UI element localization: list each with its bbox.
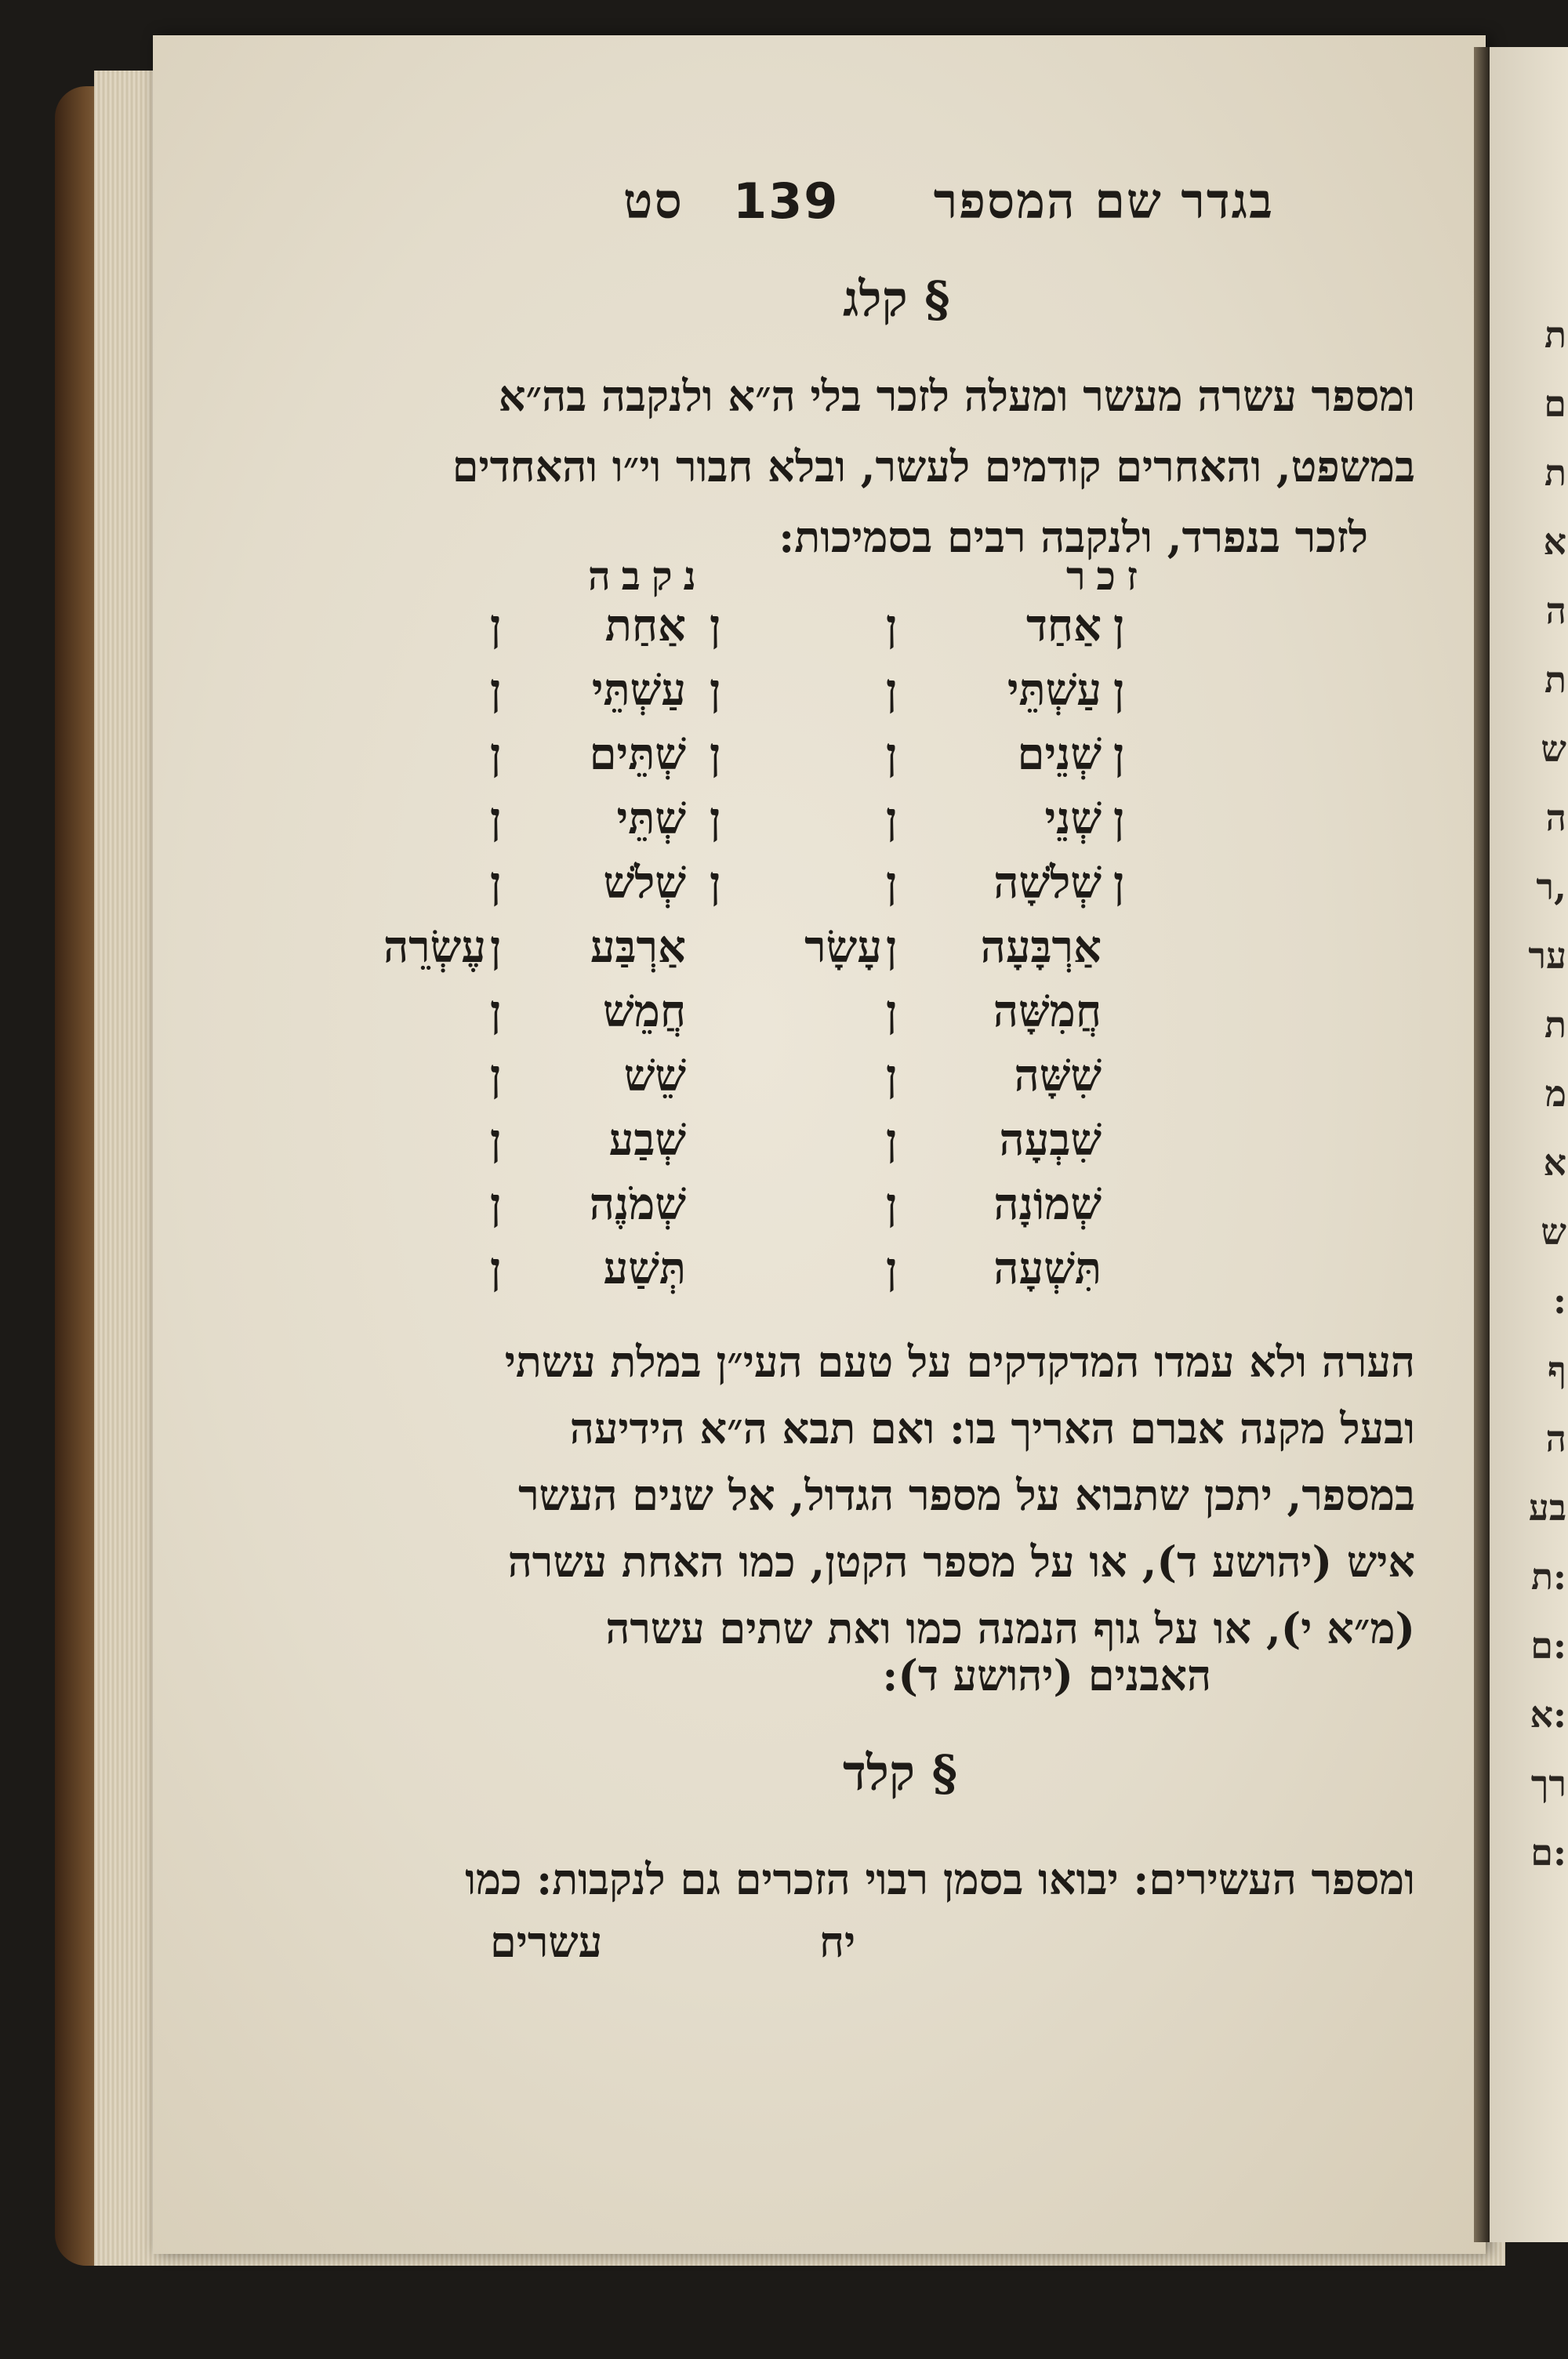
- feminine-column-heading: נקבה: [588, 553, 707, 599]
- right-page-fragment: ת: [1544, 452, 1566, 494]
- feminine-ten-vav: ן: [490, 793, 502, 844]
- feminine-vav: ן: [710, 857, 721, 909]
- feminine-numeral: חֲמֵשׁ: [603, 985, 686, 1037]
- feminine-vav: ן: [710, 793, 721, 844]
- feminine-numeral: עַשְׁתֵּי: [591, 664, 686, 716]
- masculine-ten-vav: ן: [886, 793, 898, 844]
- masculine-ten-vav: ן: [886, 1178, 898, 1230]
- right-page-fragment: ער: [1528, 935, 1566, 977]
- section-mark-133: § קלג: [843, 270, 950, 328]
- masculine-numeral: עַשְׁתֵּי: [1007, 664, 1102, 716]
- section-133-line-2: במשפט, והאחרים קודמים לעשר, ובלא חבור וי״ו והאחדים: [452, 441, 1415, 492]
- right-page-edge: [1490, 47, 1568, 2242]
- feminine-ten-vav: ן: [490, 1178, 502, 1230]
- masculine-numeral: שִׁבְעָה: [999, 1114, 1102, 1166]
- section-mark-134: § קלד: [843, 1744, 958, 1802]
- section-133-line-3: לזכר בנפרד, ולנקבה רבים בסמיכות:: [779, 512, 1368, 562]
- right-page-fragment: מ: [1544, 1072, 1566, 1115]
- right-page-fragment: ם: [1544, 383, 1566, 425]
- masculine-ten-vav: ן: [886, 600, 898, 651]
- masculine-numeral: חֲמִשָּׁה: [993, 985, 1102, 1037]
- masculine-vav: ן: [1113, 728, 1125, 780]
- right-page-fragment: ם:: [1530, 1624, 1566, 1667]
- feminine-numeral: אַרְבַּע: [590, 921, 686, 973]
- signature-mark: יח: [819, 1917, 856, 1967]
- masculine-column-heading: זכר: [1066, 553, 1149, 599]
- masculine-vav: ן: [1113, 857, 1125, 909]
- masculine-numeral: שְׁמוֹנָה: [993, 1178, 1102, 1230]
- masculine-numeral: שְׁנֵים: [1017, 728, 1102, 780]
- feminine-ten-vav: ן: [490, 985, 502, 1037]
- feminine-ten-vav: ן: [490, 664, 502, 716]
- right-page-fragment: ם:: [1530, 1831, 1566, 1874]
- left-page: [153, 35, 1486, 2254]
- masculine-ten: עָשָׂר: [804, 921, 882, 973]
- note-line-6: האבנים (יהושע ד):: [882, 1650, 1211, 1700]
- masculine-ten-vav: ן: [886, 664, 898, 716]
- masculine-numeral: שִׁשָּׁה: [1014, 1050, 1102, 1101]
- right-page-fragment: ף: [1548, 1348, 1566, 1391]
- note-line-4: איש (יהושע ד), או על מספר הקטן, כמו האחת עשרה: [507, 1537, 1415, 1587]
- feminine-ten-vav: ן: [490, 1243, 502, 1294]
- feminine-numeral: שְׁבַע: [608, 1114, 686, 1166]
- masculine-vav: ן: [1113, 664, 1125, 716]
- right-page-fragment: ת:: [1530, 1555, 1566, 1598]
- feminine-ten-vav: ן: [490, 1050, 502, 1101]
- note-line-5: (מ״א י), או על גוף הנמנה כמו ואת שתים עשרה: [605, 1603, 1415, 1653]
- right-page-fragment: ה: [1545, 1417, 1566, 1460]
- feminine-ten-vav: ן: [490, 728, 502, 780]
- running-header: [623, 172, 1274, 235]
- hebrew-page-number: סט: [623, 172, 684, 230]
- catchword: עשרים: [490, 1917, 603, 1967]
- masculine-ten-vav: ן: [886, 1050, 898, 1101]
- masculine-ten-vav: ן: [886, 1243, 898, 1294]
- masculine-numeral: אַרְבָּעָה: [980, 921, 1102, 973]
- section-133-line-1: ומספר עשרה מעשר ומעלה לזכר בלי ה״א ולנקבה בה״א: [498, 371, 1415, 421]
- feminine-ten: עֶשְׂרֵה: [383, 921, 486, 973]
- page-number: 139: [733, 172, 840, 230]
- feminine-numeral: שְׁמֹנֶה: [589, 1178, 686, 1230]
- masculine-ten-vav: ן: [886, 985, 898, 1037]
- masculine-numeral: אַחַד: [1025, 600, 1102, 651]
- feminine-numeral: שְׁתֵּים: [589, 728, 686, 780]
- right-page-fragment: א:: [1530, 1693, 1566, 1736]
- feminine-ten-vav: ן: [490, 600, 502, 651]
- feminine-numeral: שְׁלֹשׁ: [603, 857, 686, 909]
- masculine-numeral: שְׁנֵי: [1044, 793, 1102, 844]
- right-page-fragment: בע: [1528, 1486, 1566, 1529]
- masculine-ten-vav: ן: [886, 1114, 898, 1166]
- right-page-fragment: א: [1543, 1141, 1566, 1184]
- feminine-ten-vav: ן: [490, 857, 502, 909]
- masculine-vav: ן: [1113, 793, 1125, 844]
- note-line-1: הערה ולא עמדו המדקדקים על טעם העי״ן במלת עשתי: [504, 1337, 1415, 1387]
- masculine-ten-vav: ן: [886, 728, 898, 780]
- feminine-numeral: שֵׁשׁ: [623, 1050, 686, 1101]
- right-page-fragment: רך: [1530, 1762, 1566, 1805]
- right-page-fragment: ר,: [1536, 866, 1566, 908]
- right-page-fragment: ש: [1541, 1210, 1566, 1253]
- right-page-fragment: ה: [1545, 797, 1566, 839]
- masculine-numeral: שְׁלֹשָׁה: [993, 857, 1102, 909]
- note-line-2: ובעל מקנה אברם האריך בו: ואם תבא ה״א הידיעה: [569, 1403, 1415, 1454]
- feminine-numeral: תְּשַׁע: [603, 1243, 686, 1294]
- masculine-numeral: תִּשְׁעָה: [993, 1243, 1102, 1294]
- right-page-fragment: ת: [1544, 314, 1566, 356]
- book-gutter: [1474, 47, 1490, 2242]
- masculine-ten-vav: ן: [886, 921, 898, 973]
- feminine-numeral: שְׁתֵּי: [616, 793, 686, 844]
- feminine-vav: ן: [710, 600, 721, 651]
- right-page-fragment: ת: [1544, 1003, 1566, 1046]
- right-page-fragment: :: [1553, 1279, 1566, 1322]
- masculine-ten-vav: ן: [886, 857, 898, 909]
- running-title: בגדר שם המספר: [933, 172, 1274, 230]
- note-line-3: במספר, יתכן שתבוא על מספר הגדול, אל שנים העשר: [518, 1470, 1415, 1520]
- feminine-ten-vav: ן: [490, 1114, 502, 1166]
- right-page-fragment: ת: [1544, 659, 1566, 701]
- feminine-ten-vav: ן: [490, 921, 502, 973]
- right-page-fragment: א: [1543, 521, 1566, 563]
- section-134-line: ומספר העשירים: יבואו בסמן רבוי הזכרים גם לנקבות: כמו: [465, 1854, 1415, 1904]
- masculine-vav: ן: [1113, 600, 1125, 651]
- feminine-numeral: אַחַת: [604, 600, 686, 651]
- right-page-fragment: ה: [1545, 590, 1566, 632]
- feminine-vav: ן: [710, 728, 721, 780]
- feminine-vav: ן: [710, 664, 721, 716]
- right-page-fragment: ש: [1541, 728, 1566, 770]
